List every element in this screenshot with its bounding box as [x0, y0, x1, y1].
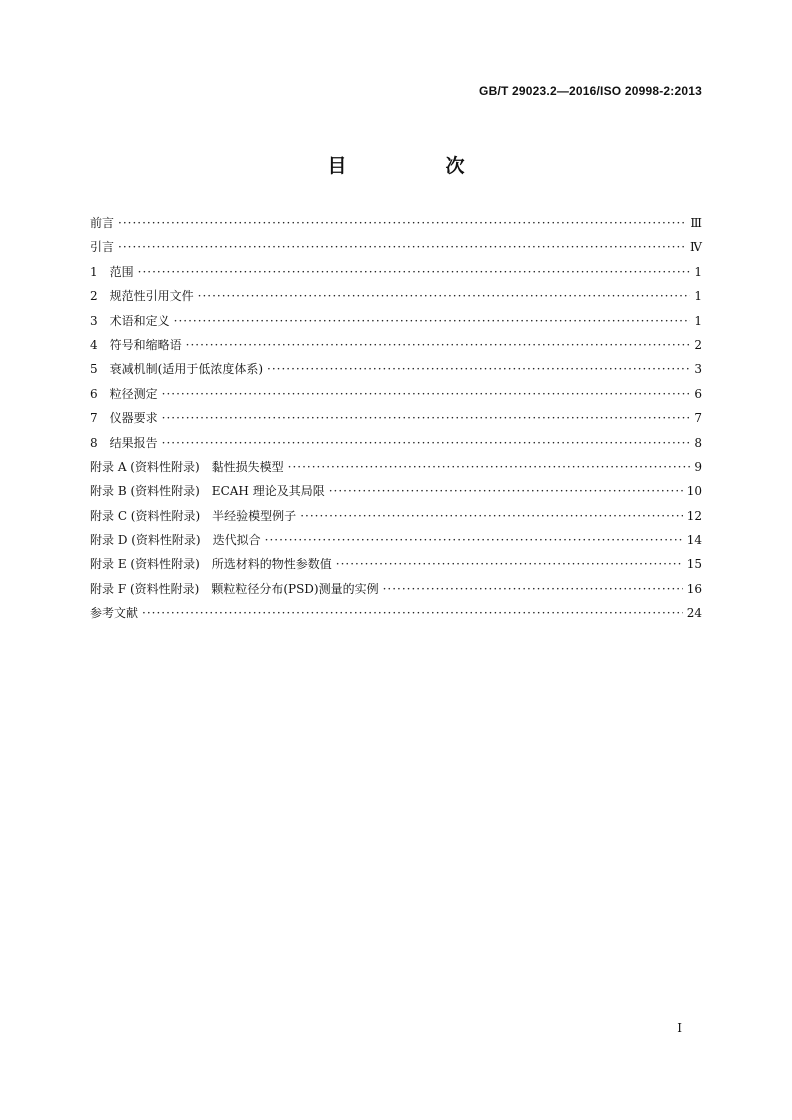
toc-entry-label: 附录 E (资料性附录) 所选材料的物性参数值 — [90, 557, 332, 572]
toc-dot-leader — [118, 216, 686, 230]
toc-entry-label: 附录 D (资料性附录) 迭代拟合 — [90, 533, 261, 548]
toc-dot-leader — [329, 484, 683, 498]
toc-entry-page: 1 — [694, 313, 702, 328]
toc-entry-label: 4 符号和缩略语 — [90, 337, 182, 352]
toc-entry-page: 1 — [694, 289, 702, 304]
toc-entry[interactable] — [90, 580, 702, 604]
toc-entry[interactable] — [90, 336, 702, 360]
toc-title: 目 次 — [327, 155, 505, 177]
toc-entry-label: 2 规范性引用文件 — [90, 289, 194, 304]
toc-dot-leader — [174, 314, 691, 328]
toc-entry-page: 14 — [686, 533, 702, 548]
toc-entry[interactable] — [90, 604, 702, 628]
toc-dot-leader — [288, 460, 691, 474]
toc-entry-label: 附录 F (资料性附录) 颗粒粒径分布(PSD)测量的实例 — [90, 581, 379, 596]
toc-entry[interactable] — [90, 287, 702, 311]
toc-entry[interactable] — [90, 507, 702, 531]
toc-entry-page: 1 — [694, 264, 702, 279]
toc-entry[interactable] — [90, 434, 702, 458]
toc-entry-page: 12 — [686, 508, 702, 523]
toc-dot-leader — [162, 411, 691, 425]
toc-dot-leader — [138, 265, 691, 279]
toc-entry-page: Ⅲ — [690, 216, 702, 230]
toc-entry-label: 附录 A (资料性附录) 黏性损失模型 — [90, 459, 284, 474]
toc-entry[interactable] — [90, 531, 702, 555]
toc-dot-leader — [142, 606, 683, 620]
toc-entry-label: 前言 — [90, 216, 115, 230]
toc-dot-leader — [162, 387, 691, 401]
toc-dot-leader — [198, 289, 691, 303]
toc-entry-label: 附录 B (资料性附录) ECAH 理论及其局限 — [90, 484, 325, 499]
toc-dot-leader — [267, 362, 690, 376]
toc-entry-label: 5 衰减机制(适用于低浓度体系) — [90, 362, 263, 377]
toc-dot-leader — [300, 509, 683, 523]
toc-entry-label: 附录 C (资料性附录) 半经验模型例子 — [90, 508, 297, 523]
standard-number: GB/T 29023.2—2016/ISO 20998-2:2013 — [479, 84, 702, 98]
toc-entry-label: 1 范围 — [90, 264, 134, 279]
toc-entry[interactable] — [90, 238, 702, 262]
toc-entry-page: 8 — [694, 435, 702, 450]
toc-dot-leader — [265, 533, 683, 547]
toc-entry[interactable] — [90, 360, 702, 384]
toc-entry[interactable] — [90, 385, 702, 409]
toc-entry-label: 6 粒径测定 — [90, 386, 158, 401]
toc-entry-label: 8 结果报告 — [90, 435, 158, 450]
toc-entry-label: 参考文献 — [90, 606, 139, 621]
toc-entry-page: Ⅳ — [690, 240, 702, 255]
toc-entry-page: 6 — [694, 386, 702, 401]
toc-entry-page: 3 — [694, 362, 702, 377]
toc-entry[interactable] — [90, 312, 702, 336]
toc-dot-leader — [186, 338, 691, 352]
page-number: I — [677, 1021, 682, 1035]
toc-entry[interactable] — [90, 458, 702, 482]
toc-entry-page: 10 — [686, 484, 702, 499]
toc-entry-label: 7 仪器要求 — [90, 411, 158, 426]
toc-dot-leader — [336, 557, 683, 571]
toc-dot-leader — [118, 240, 686, 254]
toc-entry-page: 15 — [686, 557, 702, 572]
toc-dot-leader — [162, 436, 691, 450]
toc-entry[interactable] — [90, 555, 702, 579]
toc-entry-page: 2 — [694, 337, 702, 352]
toc-entry-label: 3 术语和定义 — [90, 313, 170, 328]
toc-entry[interactable] — [90, 263, 702, 287]
toc-entry-page: 24 — [686, 606, 702, 621]
toc-dot-leader — [383, 582, 683, 596]
toc-entry[interactable] — [90, 409, 702, 433]
toc-entry-page: 16 — [686, 581, 702, 596]
toc-entry[interactable] — [90, 482, 702, 506]
toc-entry-label: 引言 — [90, 240, 115, 255]
toc-entry-page: 9 — [694, 459, 702, 474]
toc-entry-page: 7 — [694, 411, 702, 426]
table-of-contents — [90, 214, 702, 629]
toc-entry[interactable] — [90, 214, 702, 238]
